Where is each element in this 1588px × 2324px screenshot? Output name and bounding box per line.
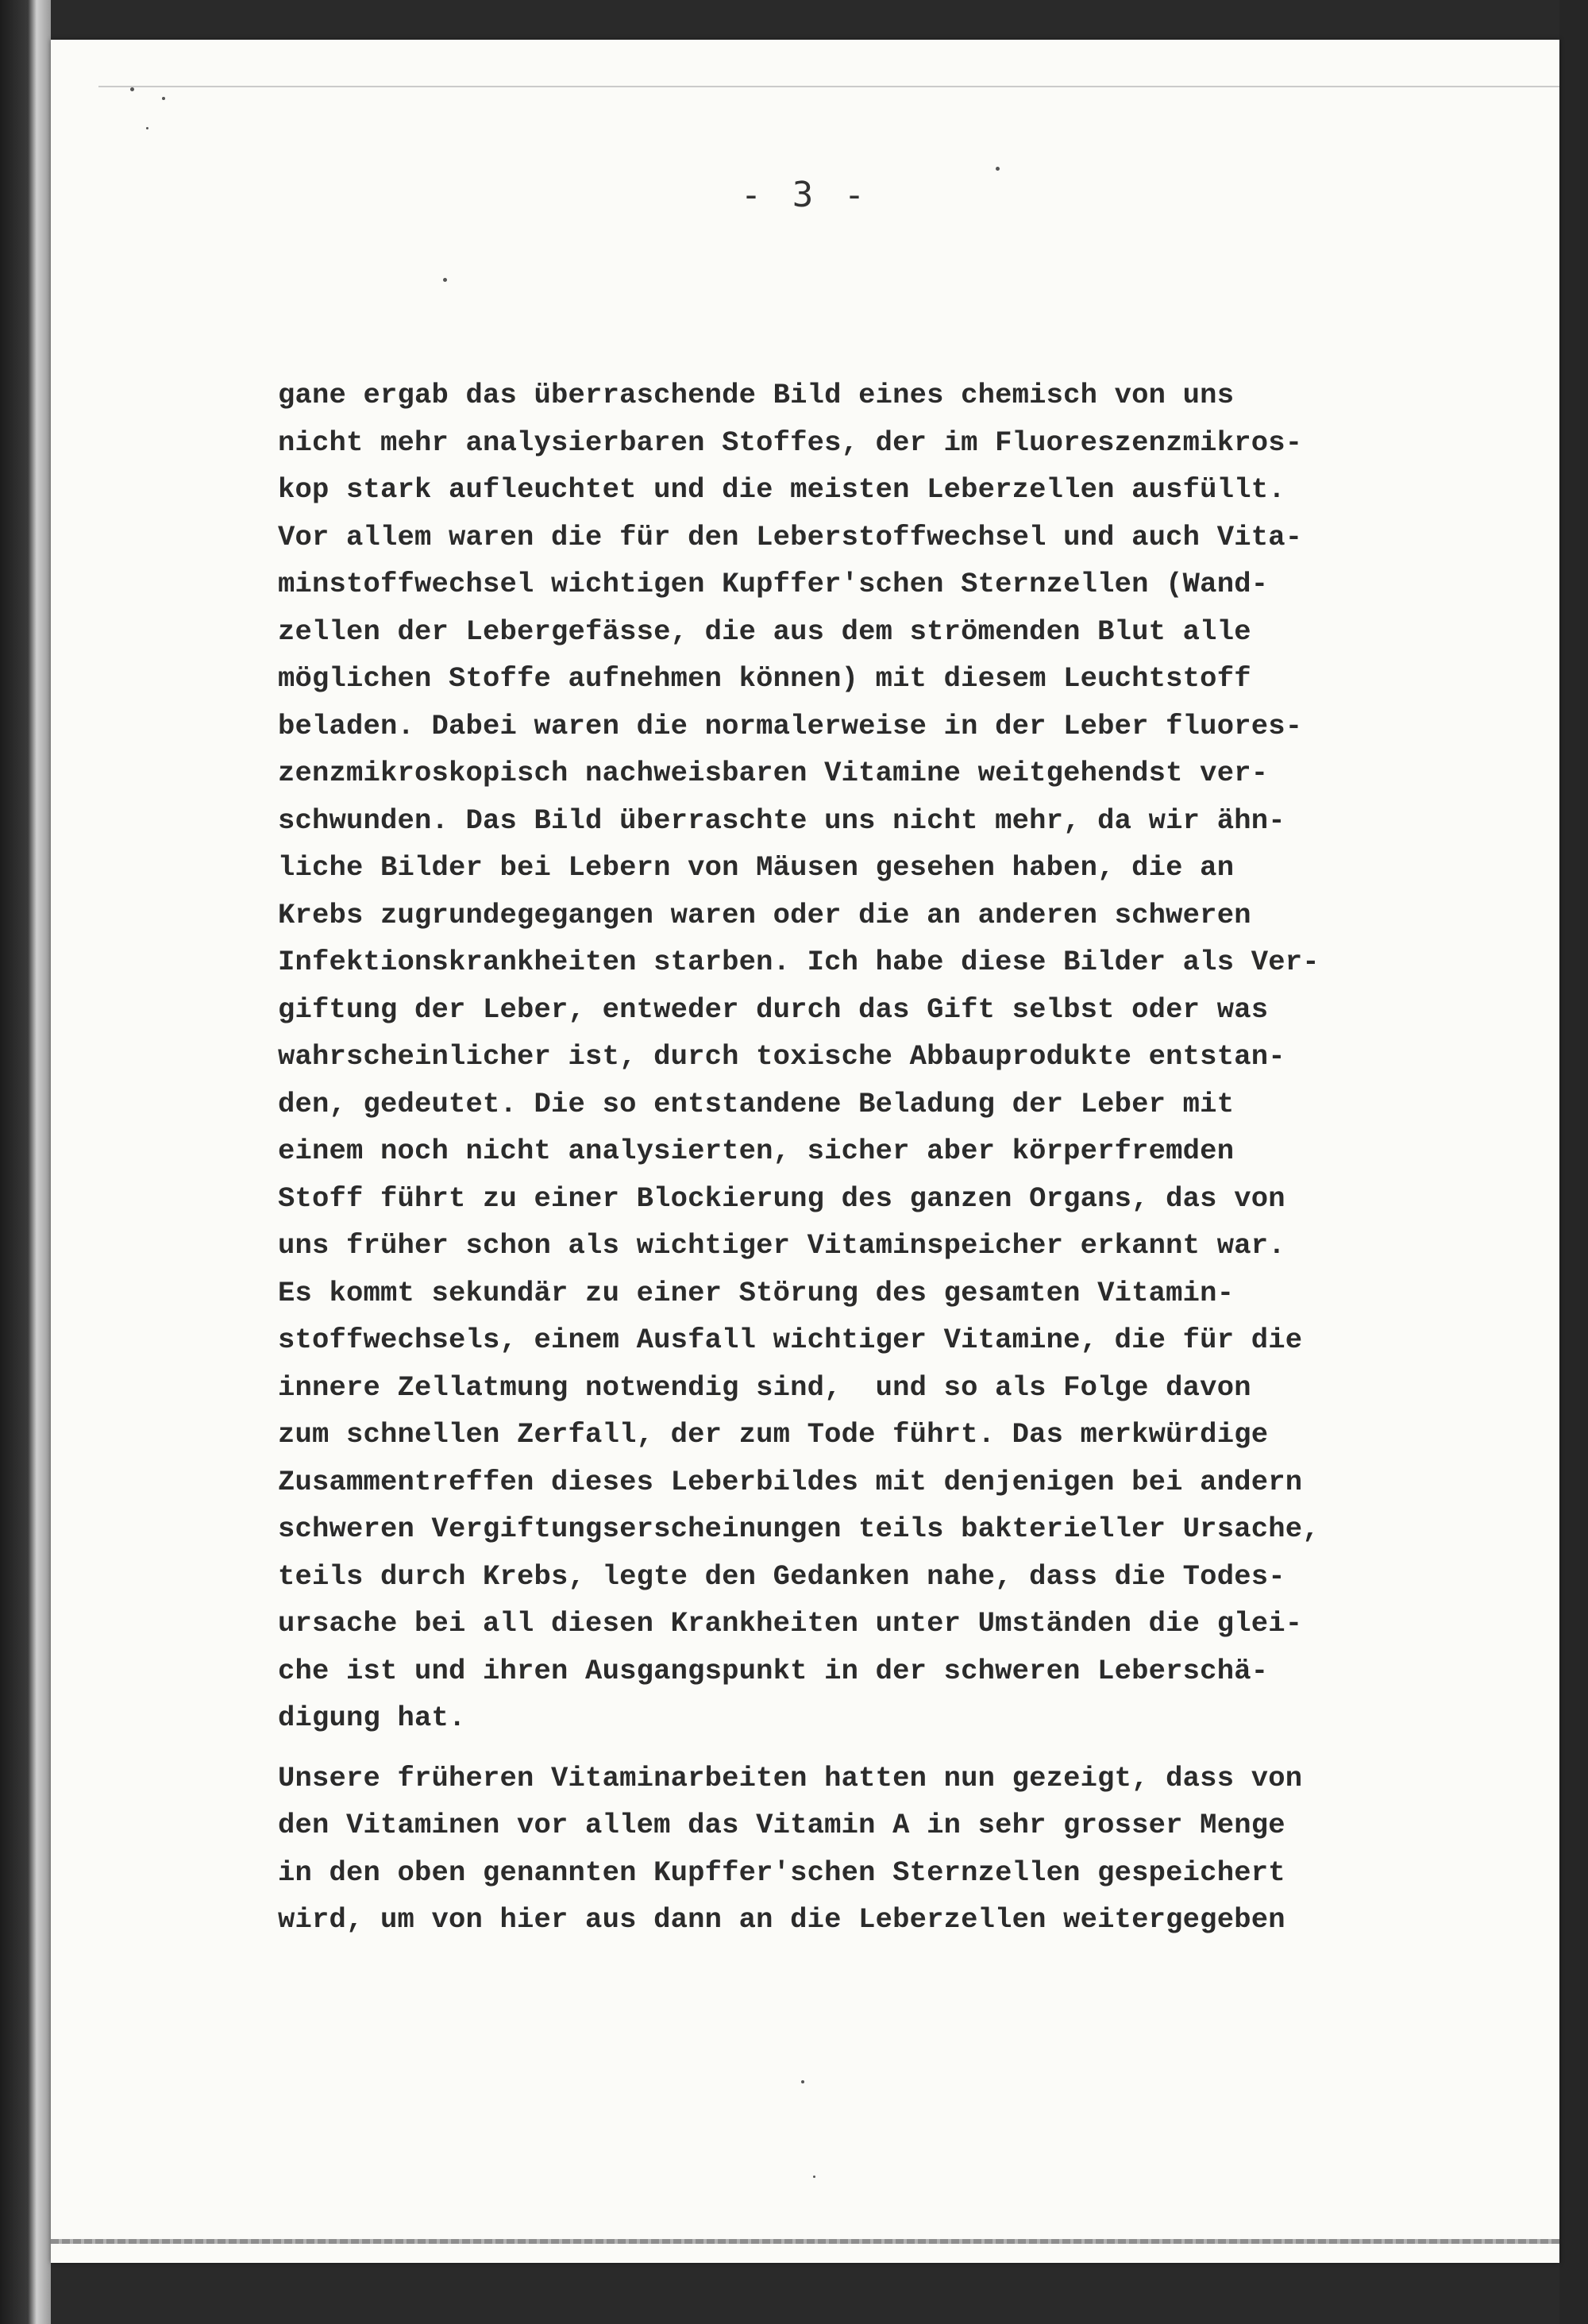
- text-line: liche Bilder bei Lebern von Mäusen gesehen haben, die an: [278, 851, 1235, 884]
- text-line: ursache bei all diesen Krankheiten unter Umständen die glei-: [278, 1607, 1303, 1640]
- text-line: schwunden. Das Bild überraschte uns nicht mehr, da wir ähn-: [278, 804, 1285, 837]
- text-line: Infektionskrankheiten starben. Ich habe diese Bilder als Ver-: [278, 946, 1320, 978]
- text-line: Krebs zugrundegegangen waren oder die an anderen schweren: [278, 898, 1251, 931]
- binding-edge: [0, 0, 51, 2324]
- ink-speck: [996, 167, 1000, 171]
- ink-speck: [801, 2080, 804, 2083]
- text-line: innere Zellatmung notwendig sind, und so als Folge davon: [278, 1370, 1251, 1404]
- text-line: in den oben genannten Kupffer'schen Sternzellen gespeichert: [278, 1856, 1285, 1889]
- paper-sheet: [51, 40, 1559, 2263]
- text-line: zum schnellen Zerfall, der zum Tode führt. Das merkwürdige: [278, 1418, 1269, 1451]
- page-number: - 3 -: [740, 175, 870, 215]
- top-rule: [98, 86, 1559, 87]
- text-line: schweren Vergiftungserscheinungen teils bakterieller Ursache,: [278, 1513, 1320, 1545]
- text-line: nicht mehr analysierbaren Stoffes, der im Fluoreszenzmikros-: [278, 426, 1303, 459]
- text-line: einem noch nicht analysierten, sicher aber körperfremden: [278, 1135, 1235, 1167]
- bottom-rule: [51, 2239, 1559, 2244]
- ink-speck: [146, 127, 148, 129]
- paragraph-gap: [278, 1742, 1501, 1755]
- ink-speck: [162, 97, 165, 100]
- text-line: Stoff führt zu einer Blockierung des ganzen Organs, das von: [278, 1181, 1285, 1215]
- text-line: giftung der Leber, entweder durch das Gift selbst oder was: [278, 992, 1269, 1026]
- body-text: [278, 372, 1501, 1944]
- text-line: wird, um von hier aus dann an die Leberzellen weitergegeben: [278, 1903, 1285, 1936]
- ink-speck: [813, 2176, 815, 2178]
- text-line: minstoffwechsel wichtigen Kupffer'schen Sternzellen (Wand-: [278, 568, 1269, 600]
- text-line: zenzmikroskopisch nachweisbaren Vitamine weitgehendst ver-: [278, 757, 1269, 789]
- scan-right-margin: [1559, 0, 1588, 2324]
- text-line: che ist und ihren Ausgangspunkt in der schweren Leberschä-: [278, 1654, 1269, 1687]
- text-line: Es kommt sekundär zu einer Störung des gesamten Vitamin-: [278, 1276, 1235, 1309]
- ink-speck: [130, 87, 134, 91]
- ink-speck: [443, 278, 447, 282]
- text-line: gane ergab das überraschende Bild eines chemisch von uns: [278, 379, 1235, 411]
- text-line: beladen. Dabei waren die normalerweise in der Leber fluores-: [278, 709, 1303, 742]
- text-line: stoffwechsels, einem Ausfall wichtiger Vitamine, die für die: [278, 1324, 1303, 1356]
- text-line: den Vitaminen vor allem das Vitamin A in sehr grosser Menge: [278, 1809, 1285, 1841]
- text-line: kop stark aufleuchtet und die meisten Leberzellen ausfüllt.: [278, 473, 1285, 506]
- text-line: wahrscheinlicher ist, durch toxische Abbauprodukte entstan-: [278, 1040, 1285, 1073]
- text-line: möglichen Stoffe aufnehmen können) mit diesem Leuchtstoff: [278, 662, 1251, 695]
- paragraph-1: [278, 372, 1501, 1742]
- text-line: uns früher schon als wichtiger Vitaminspeicher erkannt war.: [278, 1229, 1285, 1262]
- text-line: zellen der Lebergefässe, die aus dem strömenden Blut alle: [278, 615, 1251, 648]
- text-line: den, gedeutet. Die so entstandene Beladung der Leber mit: [278, 1087, 1235, 1120]
- text-line: teils durch Krebs, legte den Gedanken nahe, dass die Todes-: [278, 1559, 1285, 1593]
- text-line: digung hat.: [278, 1702, 466, 1734]
- text-line: Vor allem waren die für den Leberstoffwechsel und auch Vita-: [278, 520, 1303, 553]
- paragraph-2: [278, 1755, 1501, 1944]
- text-line: Unsere früheren Vitaminarbeiten hatten nun gezeigt, dass von: [278, 1761, 1303, 1794]
- text-line: Zusammentreffen dieses Leberbildes mit denjenigen bei andern: [278, 1465, 1303, 1498]
